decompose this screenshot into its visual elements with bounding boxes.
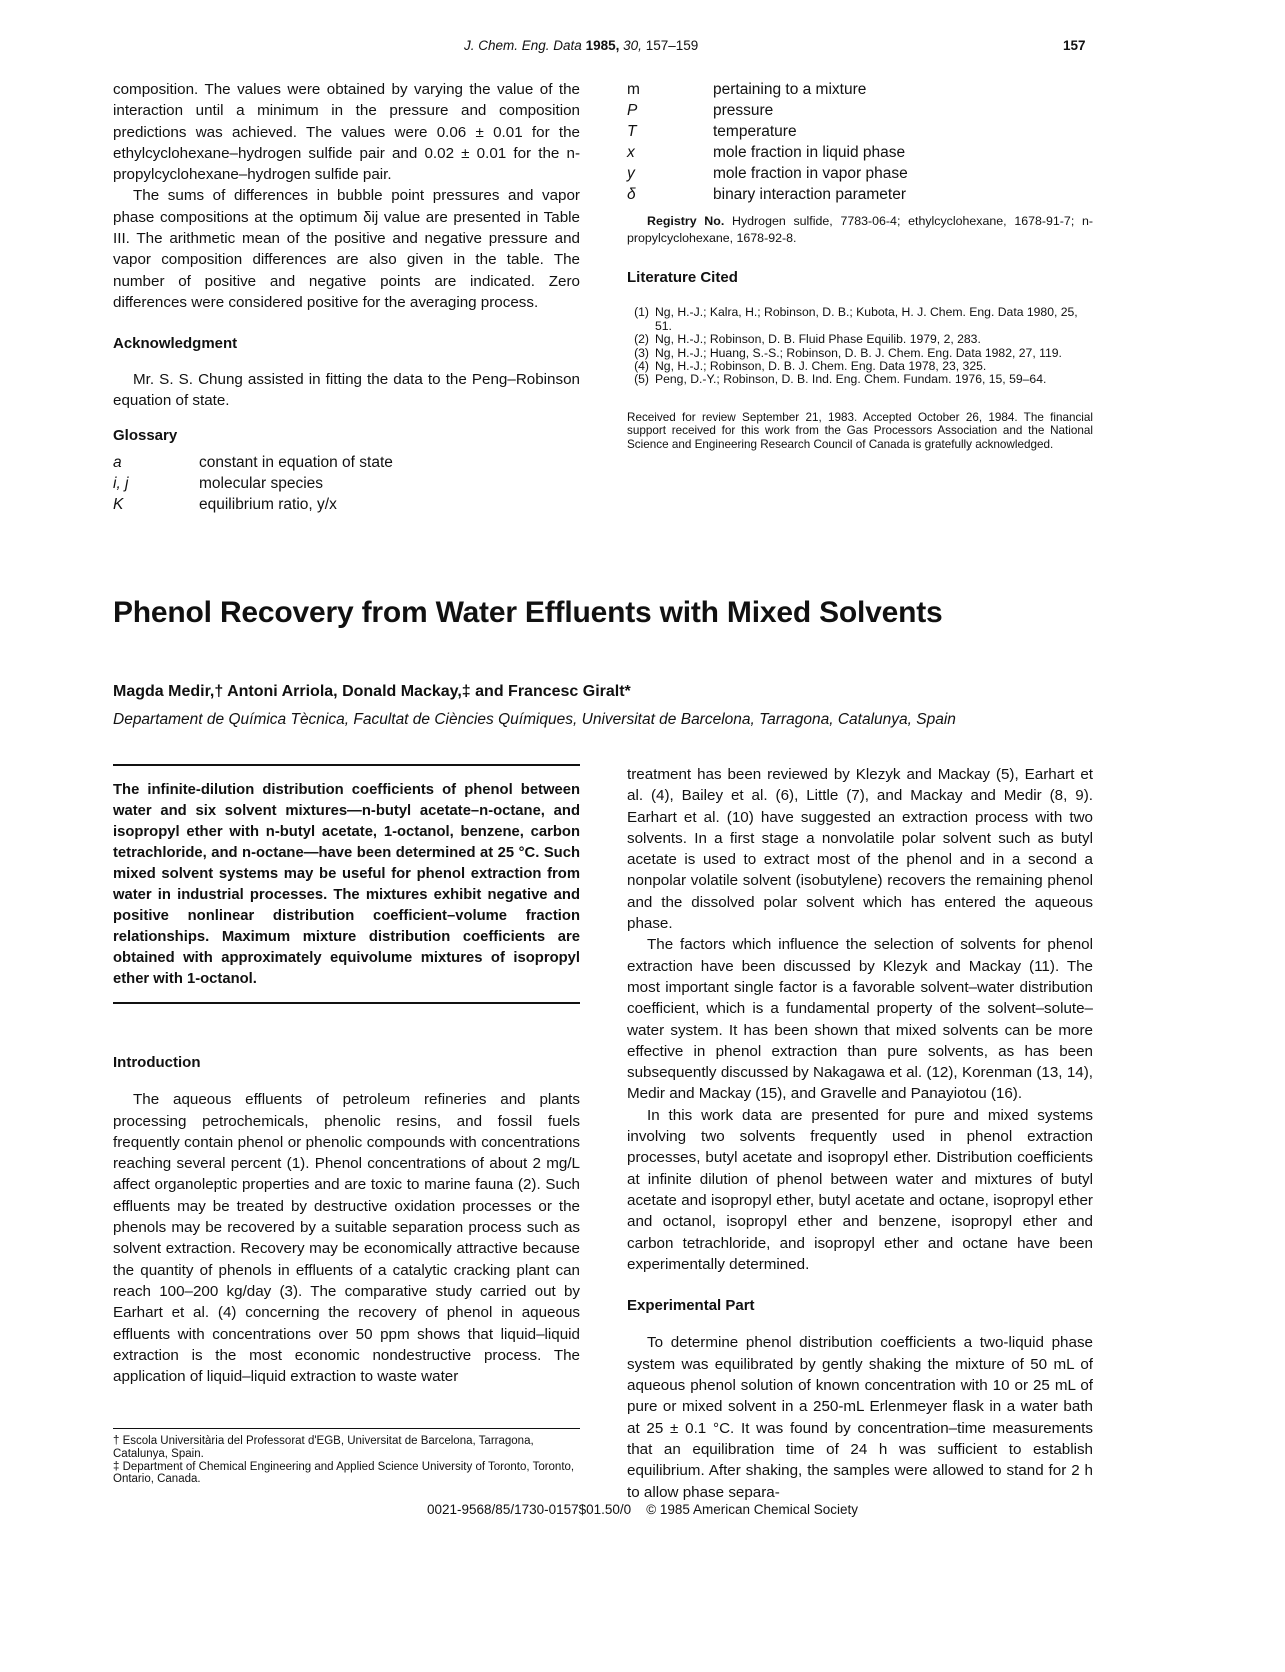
footnote-double-dagger: ‡ Department of Chemical Engineering and Applied Science University of Toronto, Toronto, Ontario, Canada. <box>113 1460 575 1486</box>
right-paragraph-3: In this work data are presented for pure and mixed systems involving two solvents frequently used in phenol extraction processes, butyl acetate and isopropyl ether. Distribution coefficients at infinite dilution of phenol between water and mixtures of butyl acetate and isopropyl ether, butyl acetate and octane, isopropyl ether and octanol, isopropyl ether and benzene, isopropyl ether and carbon tetrachloride, and isopropyl ether and octane have been experimentally determined. <box>627 1106 1093 1273</box>
glossary-definition: pressure <box>713 102 774 119</box>
glossary-definition: pertaining to a mixture <box>713 81 867 98</box>
reference-number: (1) <box>634 305 649 320</box>
reference-text: Ng, H.-J.; Kalra, H.; Robinson, D. B.; Kubota, H. J. Chem. Eng. Data 1980, 25, 51. <box>655 305 1078 333</box>
prev-paragraph-2: The sums of differences in bubble point pressures and vapor phase compositions at the optimum δij value are presented in Table III. The arithmetic mean of the positive and negative pressure and vapor composition differences are also given in the table. The number of positive and negative points are indicated. Zero differences were considered positive for the averaging process. <box>113 187 580 311</box>
journal-volume: 30, <box>623 38 642 53</box>
glossary-symbol: K <box>113 496 124 514</box>
reference-text: Peng, D.-Y.; Robinson, D. B. Ind. Eng. Chem. Fundam. 1976, 15, 59–64. <box>655 372 1047 387</box>
reference-number: (2) <box>634 332 649 347</box>
acknowledgment-text: Mr. S. S. Chung assisted in fitting the data to the Peng–Robinson equation of state. <box>113 370 580 409</box>
experimental-text: To determine phenol distribution coefficients a two-liquid phase system was equilibrated by gently shaking the mixture of 50 mL of aqueous phenol solution of known concentration with 10 or 25 mL of pure or mixed solvent in a 250-mL Erlenmeyer flask in a water bath at 25 ± 0.1 °C. It was found by concentration–time measurements that an equilibration time of 24 h was sufficient to establish equilibrium. After shaking, the samples were allowed to stand for 2 h to allow phase separa- <box>627 1334 1093 1501</box>
journal-pages: 157–159 <box>645 38 699 53</box>
introduction-section <box>113 1052 580 1387</box>
glossary-symbol: y <box>627 165 635 182</box>
glossary-entry <box>113 452 580 473</box>
article-authors: Magda Medir,† Antoni Arriola, Donald Mackay,‡ and Francesc Giralt* <box>113 683 631 700</box>
glossary-symbol: a <box>113 454 122 472</box>
journal-year: 1985, <box>585 38 620 53</box>
page-footer <box>0 1502 1285 1517</box>
footnote-dagger: † Escola Universitària del Professorat d'EGB, Universitat de Barcelona, Tarragona, Catalunya, Spain. <box>113 1435 534 1460</box>
right-paragraph-2: The factors which influence the selection of solvents for phenol extraction have been discussed by Klezyk and Mackay (11). The most important single factor is a favorable solvent–water distribution coefficient, which is a fundamental property of the solvent–solute–water system. It has been shown that mixed solvents can be more effective in phenol extraction than pure solvents, as has been subsequently discussed by Nakagawa et al. (12), Korenman (13, 14), Medir and Mackay (15), and Gravelle and Panayiotou (16). <box>627 936 1093 1103</box>
reference-item <box>627 347 1093 360</box>
reference-item <box>627 360 1093 373</box>
glossary-definition: mole fraction in vapor phase <box>713 165 908 182</box>
reference-item <box>627 333 1093 346</box>
glossary-symbol: m <box>627 81 640 98</box>
glossary-entry <box>627 100 1093 121</box>
article-affiliation: Departament de Química Tècnica, Facultat de Ciències Químiques, Universitat de Barcelona, Tarragona, Catalunya, Spain <box>113 711 956 728</box>
glossary-symbol: x <box>627 144 635 161</box>
introduction-heading: Introduction <box>113 1054 201 1071</box>
reference-list <box>627 306 1093 386</box>
reference-text: Ng, H.-J.; Robinson, D. B. Fluid Phase Equilib. 1979, 2, 283. <box>655 332 981 347</box>
glossary-right <box>627 79 1093 205</box>
page-number: 157 <box>1063 38 1086 53</box>
prev-left-column <box>113 79 580 515</box>
author-footnotes <box>113 1428 580 1486</box>
glossary-symbol: δ <box>627 186 636 203</box>
glossary-heading: Glossary <box>113 427 178 445</box>
glossary-left <box>113 452 580 515</box>
glossary-entry <box>627 163 1093 184</box>
glossary-definition: equilibrium ratio, y/x <box>199 496 337 514</box>
reference-number: (3) <box>634 345 649 360</box>
glossary-entry <box>627 121 1093 142</box>
glossary-entry <box>627 142 1093 163</box>
registry-numbers <box>627 213 1093 247</box>
glossary-symbol: P <box>627 102 638 119</box>
prev-paragraph-1: composition. The values were obtained by varying the value of the interaction until a minimum in the pressure and composition predictions was achieved. The values were 0.06 ± 0.01 for the ethylcyclohexane–hydrogen sulfide pair and 0.02 ± 0.01 for the n-propylcyclohexane–hydrogen sulfide pair. <box>113 81 580 184</box>
glossary-definition: mole fraction in liquid phase <box>713 144 906 161</box>
glossary-entry <box>113 473 580 494</box>
journal-name: J. Chem. Eng. Data <box>464 38 582 53</box>
glossary-definition: binary interaction parameter <box>713 186 906 203</box>
registry-label: Registry No. <box>647 214 725 228</box>
literature-cited-heading: Literature Cited <box>627 269 738 286</box>
introduction-text: The aqueous effluents of petroleum refineries and plants processing petrochemicals, phenolic resins, and fossil fuels frequently contain phenol or phenolic compounds with concentrations reaching several percent (1). Phenol concentrations of about 2 mg/L affect organoleptic properties and are toxic to marine fauna (2). Such effluents may be treated by destructive oxidation processes or the phenols may be recovered by a suitable separation process such as solvent extraction. Recovery may be economically attractive because the quantity of phenols in effluents of a catalytic cracking plant can reach 100–200 kg/day (3). The comparative study carried out by Earhart et al. (4) concerning the recovery of phenol in aqueous effluents with concentrations over 50 ppm shows that liquid–liquid extraction is the most economic nondestructive process. The application of liquid–liquid extraction to waste water <box>113 1091 580 1386</box>
article-right-column <box>627 764 1093 1503</box>
registry-text: Hydrogen sulfide, 7783-06-4; ethylcyclohexane, 1678-91-7; n-propylcyclohexane, 1678-92-8. <box>627 214 1094 245</box>
reference-number: (5) <box>634 372 649 387</box>
reference-text: Ng, H.-J.; Robinson, D. B. J. Chem. Eng. Data 1978, 23, 325. <box>655 358 987 373</box>
glossary-symbol: i, j <box>113 475 129 493</box>
glossary-entry <box>627 184 1093 205</box>
received-note: Received for review September 21, 1983. Accepted October 26, 1984. The financial support received for this work from the Gas Processors Association and the National Science and Engineering Research Council of Canada is gratefully acknowledged. <box>627 410 1093 451</box>
glossary-entry <box>627 79 1093 100</box>
article-code: 0021-9568/85/1730-0157$01.50/0 <box>427 1502 632 1517</box>
glossary-entry <box>113 494 580 515</box>
experimental-heading: Experimental Part <box>627 1297 755 1315</box>
article-title: Phenol Recovery from Water Effluents with Mixed Solvents <box>113 596 943 629</box>
abstract <box>113 764 580 1004</box>
abstract-text: The infinite-dilution distribution coefficients of phenol between water and six solvent mixtures—n-butyl acetate–n-octane, and isopropyl ether with n-butyl acetate, 1-octanol, benzene, carbon tetrachloride, and n-octane—have been determined at 25 °C. Such mixed solvent systems may be useful for phenol extraction from water in industrial processes. The mixtures exhibit negative and positive nonlinear distribution coefficient–volume fraction relationships. Maximum mixture distribution coefficients are obtained with approximately equivolume mixtures of isopropyl ether with 1-octanol. <box>113 782 580 987</box>
reference-number: (4) <box>634 358 649 373</box>
glossary-definition: molecular species <box>199 475 324 493</box>
copyright: © 1985 American Chemical Society <box>646 1502 858 1517</box>
reference-item <box>627 373 1093 386</box>
glossary-symbol: T <box>627 123 637 140</box>
right-paragraph-1: treatment has been reviewed by Klezyk and Mackay (5), Earhart et al. (4), Bailey et al. (6), Little (7), and Mackay and Medir (8, 9). Earhart et al. (10) have suggested an extraction process with two solvents. In a first stage a nonvolatile polar solvent such as butyl acetate is used to extract most of the phenol and in a second a nonpolar volatile solvent (isobutylene) recovers the remaining phenol and the dissolved polar solvent which has entered the aqueous phase. <box>627 766 1093 933</box>
reference-text: Ng, H.-J.; Huang, S.-S.; Robinson, D. B. J. Chem. Eng. Data 1982, 27, 119. <box>655 345 1062 360</box>
glossary-definition: constant in equation of state <box>199 454 393 472</box>
reference-item <box>627 306 1093 333</box>
prev-right-column <box>627 79 1093 452</box>
running-header <box>464 38 698 53</box>
glossary-definition: temperature <box>713 123 797 140</box>
acknowledgment-heading: Acknowledgment <box>113 335 238 353</box>
